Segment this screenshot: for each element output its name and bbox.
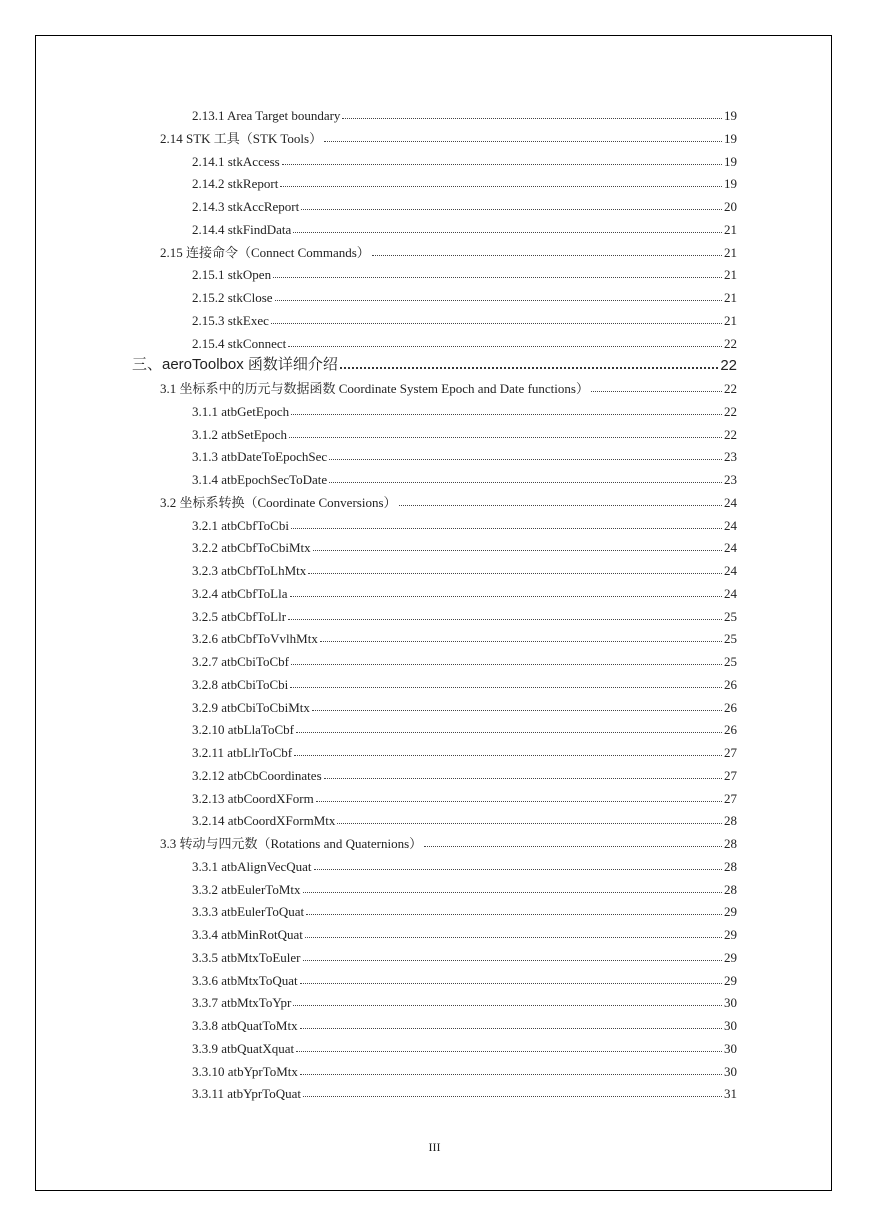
toc-entry-label: 3.2.7 atbCbiToCbf [192,654,289,669]
dot-leader [282,163,722,165]
toc-entry[interactable] [192,741,737,761]
toc-entry-label: 3.3.5 atbMtxToEuler [192,949,301,965]
toc-entry-page: 28 [724,881,737,897]
toc-entry-page: 26 [724,722,737,738]
dot-leader [313,549,722,551]
toc-entry[interactable] [132,354,737,374]
toc-entry-label: 3.3.7 atbMtxToYpr [192,995,292,1011]
toc-entry-label: 2.14.1 stkAccess [192,153,280,169]
dot-leader [275,299,722,301]
toc-entry-page: 28 [724,813,737,829]
toc-entry-page: 27 [724,745,737,760]
toc-entry-label: 三、aeroToolbox 函数详细介绍 [132,356,338,374]
toc-entry[interactable] [192,1060,737,1080]
toc-entry-page: 30 [724,995,737,1011]
toc-entry[interactable] [192,764,737,784]
toc-entry[interactable] [192,946,737,966]
dot-leader [289,436,722,438]
toc-entry-page: 19 [724,153,737,169]
toc-entry-label: 3.2.11 atbLlrToCbf [192,745,293,760]
toc-entry-page: 19 [724,130,737,146]
toc-entry[interactable] [160,377,737,397]
toc-entry-label: 3.3.11 atbYprToQuat [192,1086,301,1102]
toc-entry-page: 23 [724,449,737,465]
dot-leader [305,936,722,938]
toc-entry[interactable] [192,605,737,625]
toc-entry-page: 30 [724,1063,737,1079]
toc-entry-label: 3.3.10 atbYprToMtx [192,1063,298,1079]
toc-entry-label: 3.1.3 atbDateToEpochSec [192,449,328,465]
dot-leader [424,845,722,847]
dot-leader [320,640,722,642]
toc-entry-label: 3.2.4 atbCbfToLla [192,585,288,601]
toc-entry-page: 23 [724,472,737,487]
toc-entry-label: 2.14.3 stkAccReport [192,199,300,214]
toc-entry[interactable] [192,332,737,352]
toc-entry-page: 25 [724,631,737,647]
toc-entry[interactable] [192,536,737,556]
toc-entry[interactable] [160,491,737,511]
toc-entry-page: 27 [724,790,737,806]
toc-entry-label: 3.2.5 atbCbfToLlr [192,608,287,624]
dot-leader [303,1095,722,1097]
toc-entry[interactable] [192,1014,737,1034]
toc-entry[interactable] [192,309,737,329]
toc-entry[interactable] [192,445,737,465]
dot-leader [303,959,723,961]
toc-entry-page: 31 [724,1086,737,1102]
toc-entry[interactable] [192,673,737,693]
toc-entry-page: 24 [724,494,737,510]
toc-entry[interactable] [192,400,737,420]
dot-leader [399,504,722,506]
dot-leader [324,777,722,779]
dot-leader [342,117,722,119]
dot-leader [293,1004,722,1006]
toc-entry-page: 30 [724,1040,737,1056]
dot-leader [329,458,722,460]
dot-leader [271,322,722,324]
toc-entry[interactable] [192,514,737,534]
toc-entry-label: 3.1.2 atbSetEpoch [192,426,287,442]
dot-leader [300,1027,722,1029]
toc-entry[interactable] [192,468,737,488]
dot-leader [290,595,723,597]
toc-entry-label: 3.2.14 atbCoordXFormMtx [192,813,336,829]
toc-entry-page: 21 [724,290,737,305]
toc-entry-page: 19 [724,108,737,123]
dot-leader [303,891,723,893]
toc-entry-label: 3.2.2 atbCbfToCbiMtx [192,540,311,556]
toc-entry-page: 25 [724,608,737,624]
dot-leader [280,185,722,187]
toc-entry-label: 3.2.12 atbCbCoordinates [192,767,322,783]
dot-leader [291,413,722,415]
toc-entry-label: 3.1 坐标系中的历元与数据函数 Coordinate System Epoch and Date functions） [160,381,589,396]
toc-entry[interactable] [160,832,737,852]
dot-leader [329,481,722,483]
toc-entry-page: 28 [724,836,737,851]
toc-entry-page: 19 [724,176,737,192]
dot-leader [306,913,722,915]
dot-leader [294,754,722,756]
toc-entry-page: 21 [724,312,737,328]
toc-entry[interactable] [192,809,737,829]
toc-entry-page: 21 [724,221,737,237]
toc-entry[interactable] [192,923,737,943]
dot-leader [314,868,722,870]
dot-leader [372,254,722,256]
toc-entry-label: 3.2.9 atbCbiToCbiMtx [192,699,310,715]
toc-entry[interactable] [192,718,737,738]
toc-entry[interactable] [192,1082,737,1102]
toc-entry-page: 22 [720,357,737,375]
toc-entry[interactable] [192,559,737,579]
toc-entry[interactable] [160,241,737,261]
toc-entry-page: 26 [724,699,737,715]
toc-entry[interactable] [192,900,737,920]
toc-entry-label: 2.15 连接命令（Connect Commands） [160,244,370,260]
toc-entry-page: 29 [724,904,737,920]
toc-entry-label: 3.2 坐标系转换（Coordinate Conversions） [160,494,397,510]
dot-leader [308,572,722,574]
toc-entry[interactable] [192,878,737,898]
toc-entry[interactable] [192,787,737,807]
toc-entry[interactable] [192,263,737,283]
toc-entry-label: 3.3.3 atbEulerToQuat [192,904,305,920]
toc-entry-label: 3.2.3 atbCbfToLhMtx [192,563,307,578]
dot-leader [337,822,722,824]
dot-leader [296,1050,722,1052]
toc-entry-label: 3.2.13 atbCoordXForm [192,790,314,806]
toc-entry[interactable] [192,650,737,670]
toc-entry-label: 2.14.2 stkReport [192,176,279,192]
toc-entry-label: 2.14.4 stkFindData [192,221,292,237]
dot-leader [316,800,722,802]
dot-leader [291,527,722,529]
dot-leader [293,231,722,233]
toc-entry-label: 3.3.8 atbQuatToMtx [192,1018,298,1033]
toc-entry[interactable] [192,969,737,989]
toc-entry-page: 22 [724,403,737,419]
toc-entry[interactable] [192,991,737,1011]
dot-leader [288,345,722,347]
dot-leader [273,276,722,278]
toc-entry-label: 3.3.4 atbMinRotQuat [192,927,303,942]
toc-entry[interactable] [192,172,737,192]
toc-entry-label: 3.2.6 atbCbfToVvlhMtx [192,631,318,647]
toc-entry-page: 22 [724,426,737,442]
toc-entry-page: 21 [724,267,737,283]
dot-leader [340,366,718,369]
toc-entry[interactable] [160,127,737,147]
toc-entry-label: 3.2.8 atbCbiToCbi [192,676,289,692]
toc-entry-page: 29 [724,949,737,965]
dot-leader [296,731,722,733]
toc-entry-label: 3.3.6 atbMtxToQuat [192,972,298,988]
toc-entry-page: 27 [724,767,737,783]
toc-entry-page: 24 [724,563,737,578]
toc-entry-page: 25 [724,654,737,669]
toc-entry-label: 2.15.3 stkExec [192,312,269,328]
toc-entry-label: 3.3.9 atbQuatXquat [192,1040,295,1056]
toc-entry[interactable] [192,855,737,875]
toc-entry-label: 3.3 转动与四元数（Rotations and Quaternions） [160,836,423,851]
dot-leader [291,663,722,665]
toc-entry-label: 2.15.2 stkClose [192,290,273,305]
dot-leader [312,709,722,711]
toc-entry-page: 22 [724,381,737,396]
toc-entry-label: 2.15.1 stkOpen [192,267,272,283]
toc-entry-page: 24 [724,517,737,533]
toc-entry[interactable] [192,1037,737,1057]
toc-entry-page: 26 [724,676,737,692]
toc-entry-page: 24 [724,585,737,601]
toc-entry[interactable] [192,218,737,238]
toc-entry-label: 3.1.1 atbGetEpoch [192,403,290,419]
dot-leader [300,982,722,984]
toc-entry[interactable] [192,423,737,443]
toc-entry-page: 29 [724,972,737,988]
toc-entry-page: 28 [724,858,737,874]
dot-leader [301,208,722,210]
toc-entry-page: 21 [724,244,737,260]
toc-entry-label: 3.2.1 atbCbfToCbi [192,517,289,533]
toc-entry-page: 29 [724,927,737,942]
dot-leader [300,1073,722,1075]
toc-entry-label: 3.3.2 atbEulerToMtx [192,881,301,897]
toc-entry[interactable] [192,150,737,170]
toc-entry-label: 2.13.1 Area Target boundary [192,108,341,123]
toc-entry-label: 3.1.4 atbEpochSecToDate [192,472,328,487]
dot-leader [591,390,722,392]
dot-leader [324,140,722,142]
toc-entry-page: 30 [724,1018,737,1033]
toc-entry[interactable] [192,286,737,306]
dot-leader [290,686,722,688]
toc-entry-page: 20 [724,199,737,214]
page-number: III [428,1140,441,1154]
dot-leader [288,618,722,620]
toc-entry-label: 2.15.4 stkConnect [192,335,287,351]
toc-entry[interactable] [192,582,737,602]
toc-entry[interactable] [192,627,737,647]
toc-entry[interactable] [192,195,737,215]
toc-entry-label: 3.3.1 atbAlignVecQuat [192,858,312,874]
toc-entry[interactable] [192,104,737,124]
toc-entry-label: 3.2.10 atbLlaToCbf [192,722,294,738]
toc-entry-page: 22 [724,335,737,351]
toc-entry-page: 24 [724,540,737,556]
toc-entry[interactable] [192,696,737,716]
toc-entry-label: 2.14 STK 工具（STK Tools） [160,130,323,146]
